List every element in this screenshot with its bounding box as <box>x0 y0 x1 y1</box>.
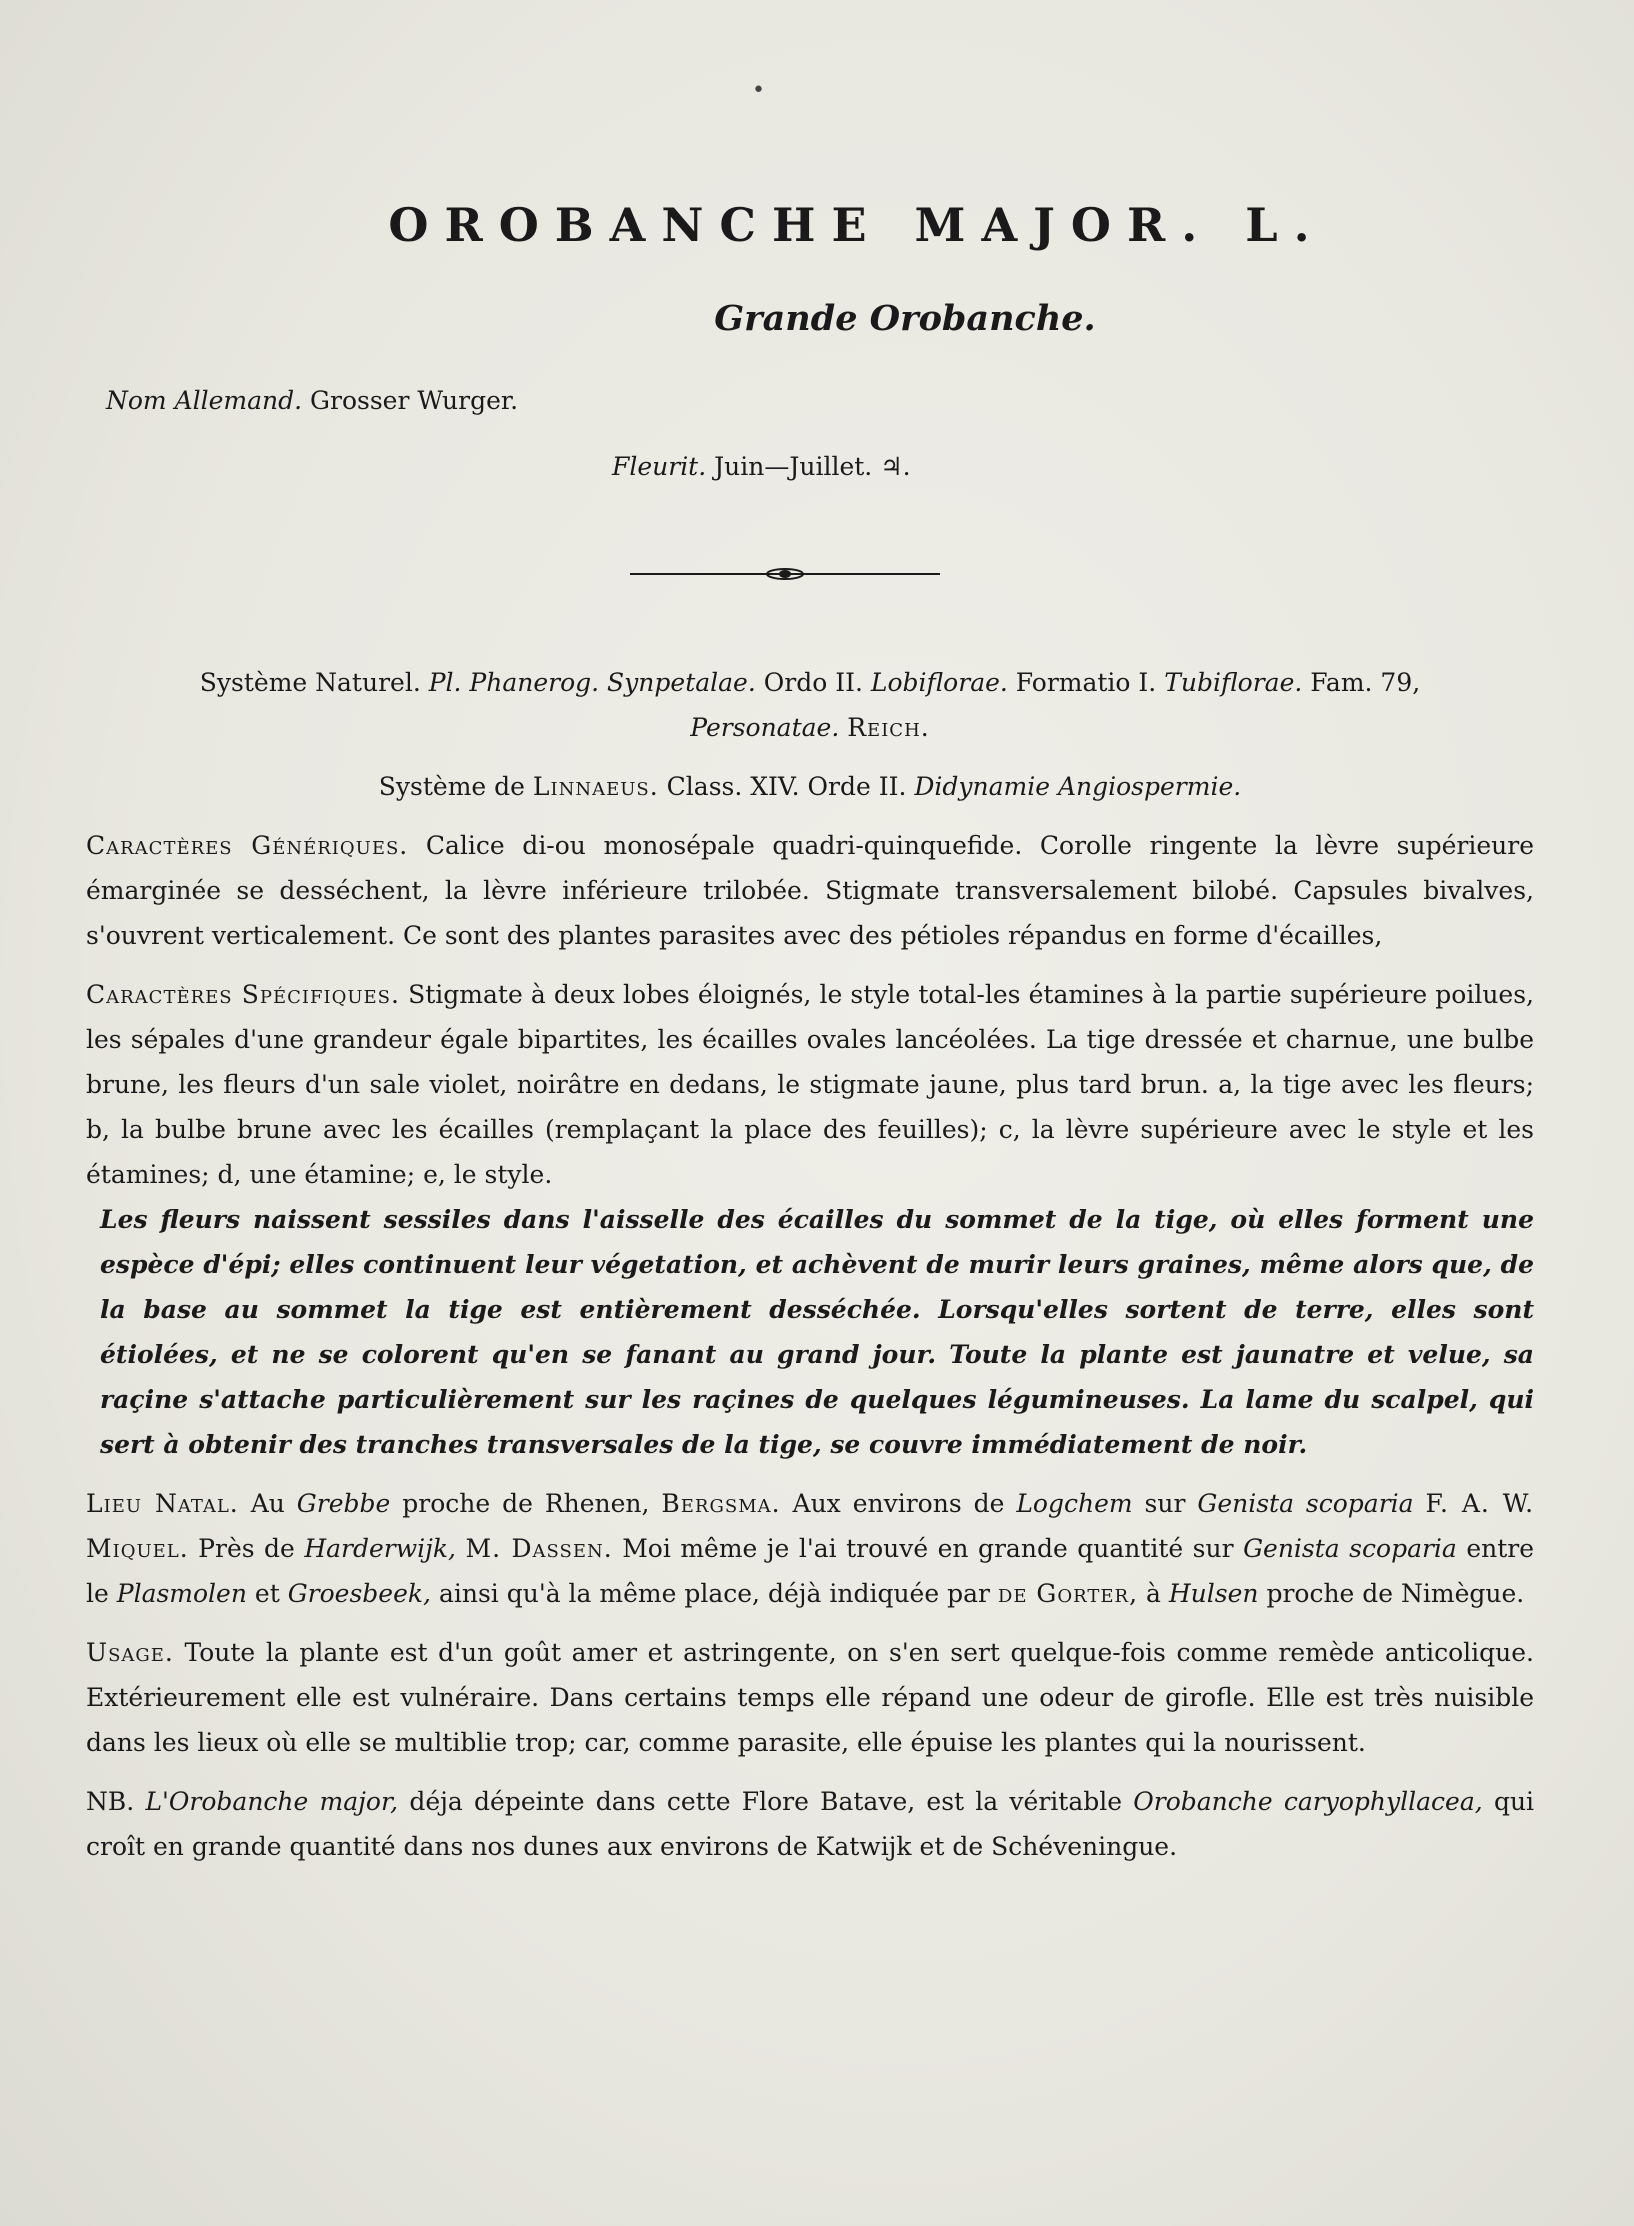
lieu-natal: Lieu Natal. Au Grebbe proche de Rhenen, Bergsma. Aux environs de Logchem sur Genista scoparia F. A. W. Miquel. Près de Harderwijk, M. Dassen. Moi même je l'ai trouvé en grande quantité sur Genista scoparia entre le Plasmolen et Groesbeek, ainsi qu'à la même place, déjà indiquée par de Gorter, à Hulsen proche de Nimègue. <box>86 1489 1535 1608</box>
systeme-naturel: Système Naturel. Pl. Phanerog. Synpetalae. Ordo II. Lobiflorae. Formatio I. Tubiflorae. Fam. 79, Personatae. Reich. <box>199 668 1421 742</box>
german-name-value: Grosser Wurger. <box>310 386 519 415</box>
page-subtitle: Grande Orobanche. <box>714 298 1096 339</box>
german-name <box>106 386 518 415</box>
italic-description: Les fleurs naissent sessiles dans l'aisselle des écailles du sommet de la tige, où elles forment une espèce d'épi; elles continuent leur végetation, et achèvent de murir leurs graines, même alors que, de la base au sommet la tige est entièrement desséchée. Lorsqu'elles sortent de terre, elles sont étiolées, et ne se colorent qu'en se fanant au grand jour. Toute la plante est jaunatre et velue, sa raçine s'attache particulièrement sur les raçines de quelques légumineuses. La lame du scalpel, qui sert à obtenir des tranches transversales de la tige, se couvre immédiatement de noir. <box>100 1205 1534 1459</box>
flowering-value: Juin—Juillet. ♃. <box>714 452 911 481</box>
document-body <box>86 660 1534 1869</box>
caracteres-specifiques: Caractères Spécifiques. Stigmate à deux lobes éloignés, le style total-les étamines à la partie supérieure poilues, les sépales d'une grandeur égale bipartites, les écailles ovales lancéolées. La tige dressée et charnue, une bulbe brune, les fleurs d'un sale violet, noirâtre en dedans, le stigmate jaune, plus tard brun. a, la tige avec les fleurs; b, la bulbe brune avec les écailles (remplaçant la place des feuilles); c, la lèvre supérieure avec le style et les étamines; d, une étamine; e, le style. <box>86 980 1534 1189</box>
caracteres-generiques: Caractères Génériques. Calice di-ou monosépale quadri-quinquefide. Corolle ringente la lèvre supérieure émarginée se desséchent, la lèvre inférieure trilobée. Stigmate transversalement bilobé. Capsules bivalves, s'ouvrent verticalement. Ce sont des plantes parasites avec des pétioles répandus en forme d'écailles, <box>86 831 1534 950</box>
page-title: OROBANCHE MAJOR. L. <box>388 198 1326 252</box>
usage: Usage. Toute la plante est d'un goût amer et astringente, on s'en sert quelque-fois comme remède anticolique. Extérieurement elle est vulnéraire. Dans certains temps elle répand une odeur de girofle. Elle est très nuisible dans les lieux où elle se multiblie trop; car, comme parasite, elle épuise les plantes qui la nourissent. <box>86 1638 1534 1757</box>
nota-bene: NB. L'Orobanche major, déja dépeinte dans cette Flore Batave, est la véritable Orobanche caryophyllacea, qui croît en grande quantité dans nos dunes aux environs de Katwijk et de Schéveningue. <box>86 1787 1535 1861</box>
ornament-dot: • <box>752 78 765 103</box>
ornamental-divider <box>630 566 940 582</box>
german-name-label: Nom Allemand. <box>106 386 303 415</box>
systeme-linnaeus: Système de Linnaeus. Class. XIV. Orde II. Didynamie Angiospermie. <box>378 772 1242 801</box>
flowering-label: Fleurit. <box>612 452 707 481</box>
flowering <box>612 452 911 481</box>
